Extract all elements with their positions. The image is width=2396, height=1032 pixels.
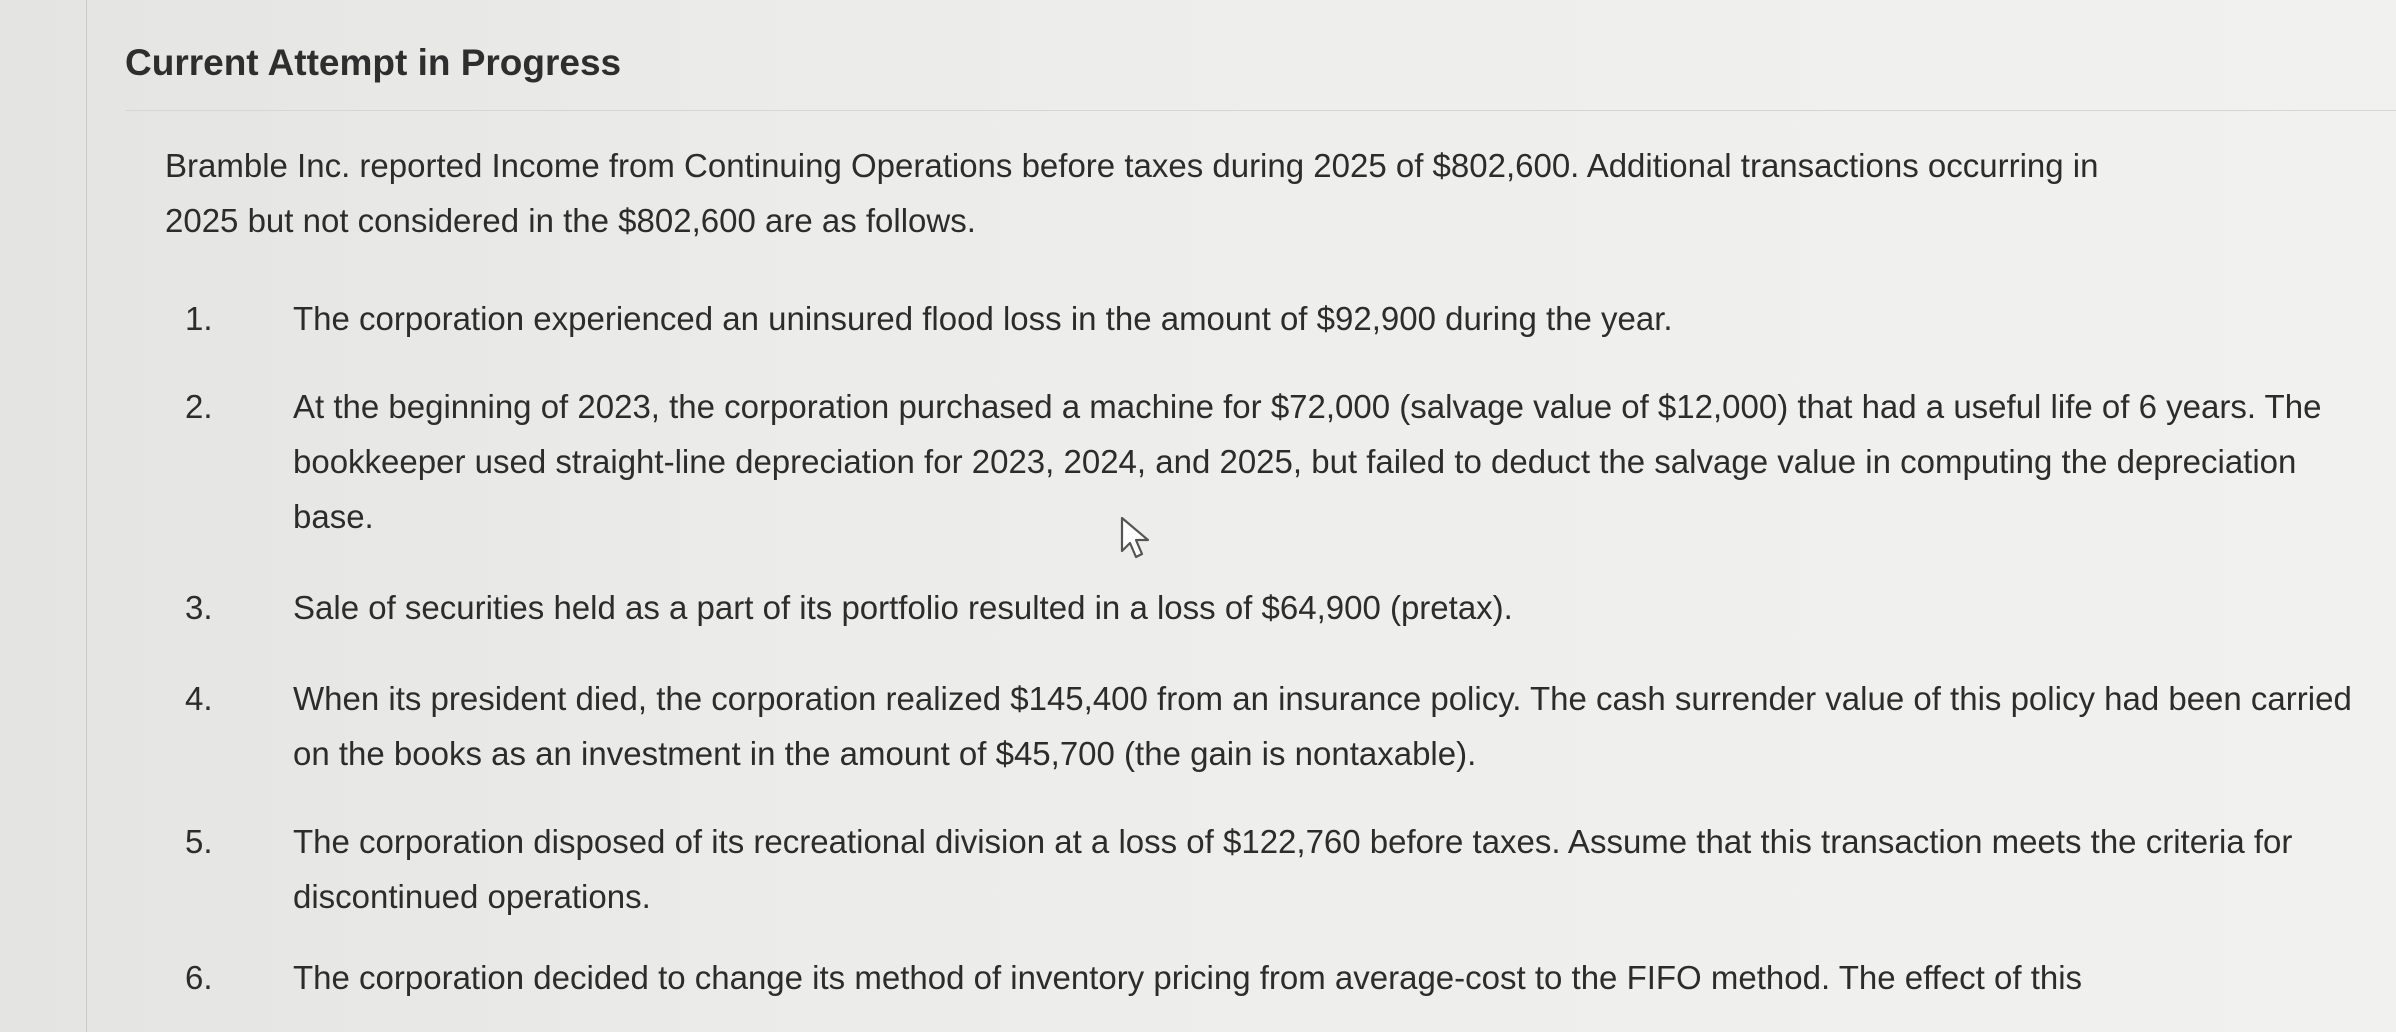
problem-intro-line-2: 2025 but not considered in the $802,600 are as follows. — [165, 202, 976, 239]
list-item — [165, 814, 2380, 924]
list-item — [165, 291, 2380, 346]
list-item — [165, 950, 2380, 1005]
item-text: At the beginning of 2023, the corporation purchased a machine for $72,000 (salvage value of $12,000) that had a useful life of 6 years. The bookkeeper used straight-line depreciation for 2023, 2024, and 2025, but failed to deduct the salvage value in computing the depreciation base. — [293, 388, 2322, 535]
item-text: The corporation disposed of its recreational division at a loss of $122,760 before taxes. Assume that this transaction meets the criteria for discontinued operations. — [293, 823, 2293, 915]
item-number: 6. — [185, 959, 213, 996]
item-text: Sale of securities held as a part of its portfolio resulted in a loss of $64,900 (pretax). — [293, 589, 1513, 626]
problem-intro — [165, 138, 2385, 248]
list-item — [165, 671, 2380, 781]
header-divider — [125, 110, 2396, 111]
item-number: 5. — [185, 823, 213, 860]
item-number: 2. — [185, 388, 213, 425]
list-item — [165, 379, 2380, 544]
item-number: 3. — [185, 589, 213, 626]
mouse-pointer-icon — [1118, 515, 1152, 561]
problem-statement — [165, 138, 2396, 996]
item-number: 4. — [185, 680, 213, 717]
item-text: The corporation experienced an uninsured flood loss in the amount of $92,900 during the year. — [293, 300, 1673, 337]
left-divider — [86, 0, 87, 1032]
item-number: 1. — [185, 300, 213, 337]
list-item — [165, 580, 2380, 635]
item-text: When its president died, the corporation realized $145,400 from an insurance policy. The cash surrender value of this policy had been carried on the books as an investment in the amount of $45,700 (the gain is nontaxable). — [293, 680, 2352, 772]
item-text: The corporation decided to change its method of inventory pricing from average-cost to the FIFO method. The effect of this — [293, 959, 2083, 996]
attempt-title: Current Attempt in Progress — [125, 42, 622, 83]
problem-intro-line-1: Bramble Inc. reported Income from Continuing Operations before taxes during 2025 of $802,600. Additional transactions occurring in — [165, 147, 2099, 184]
